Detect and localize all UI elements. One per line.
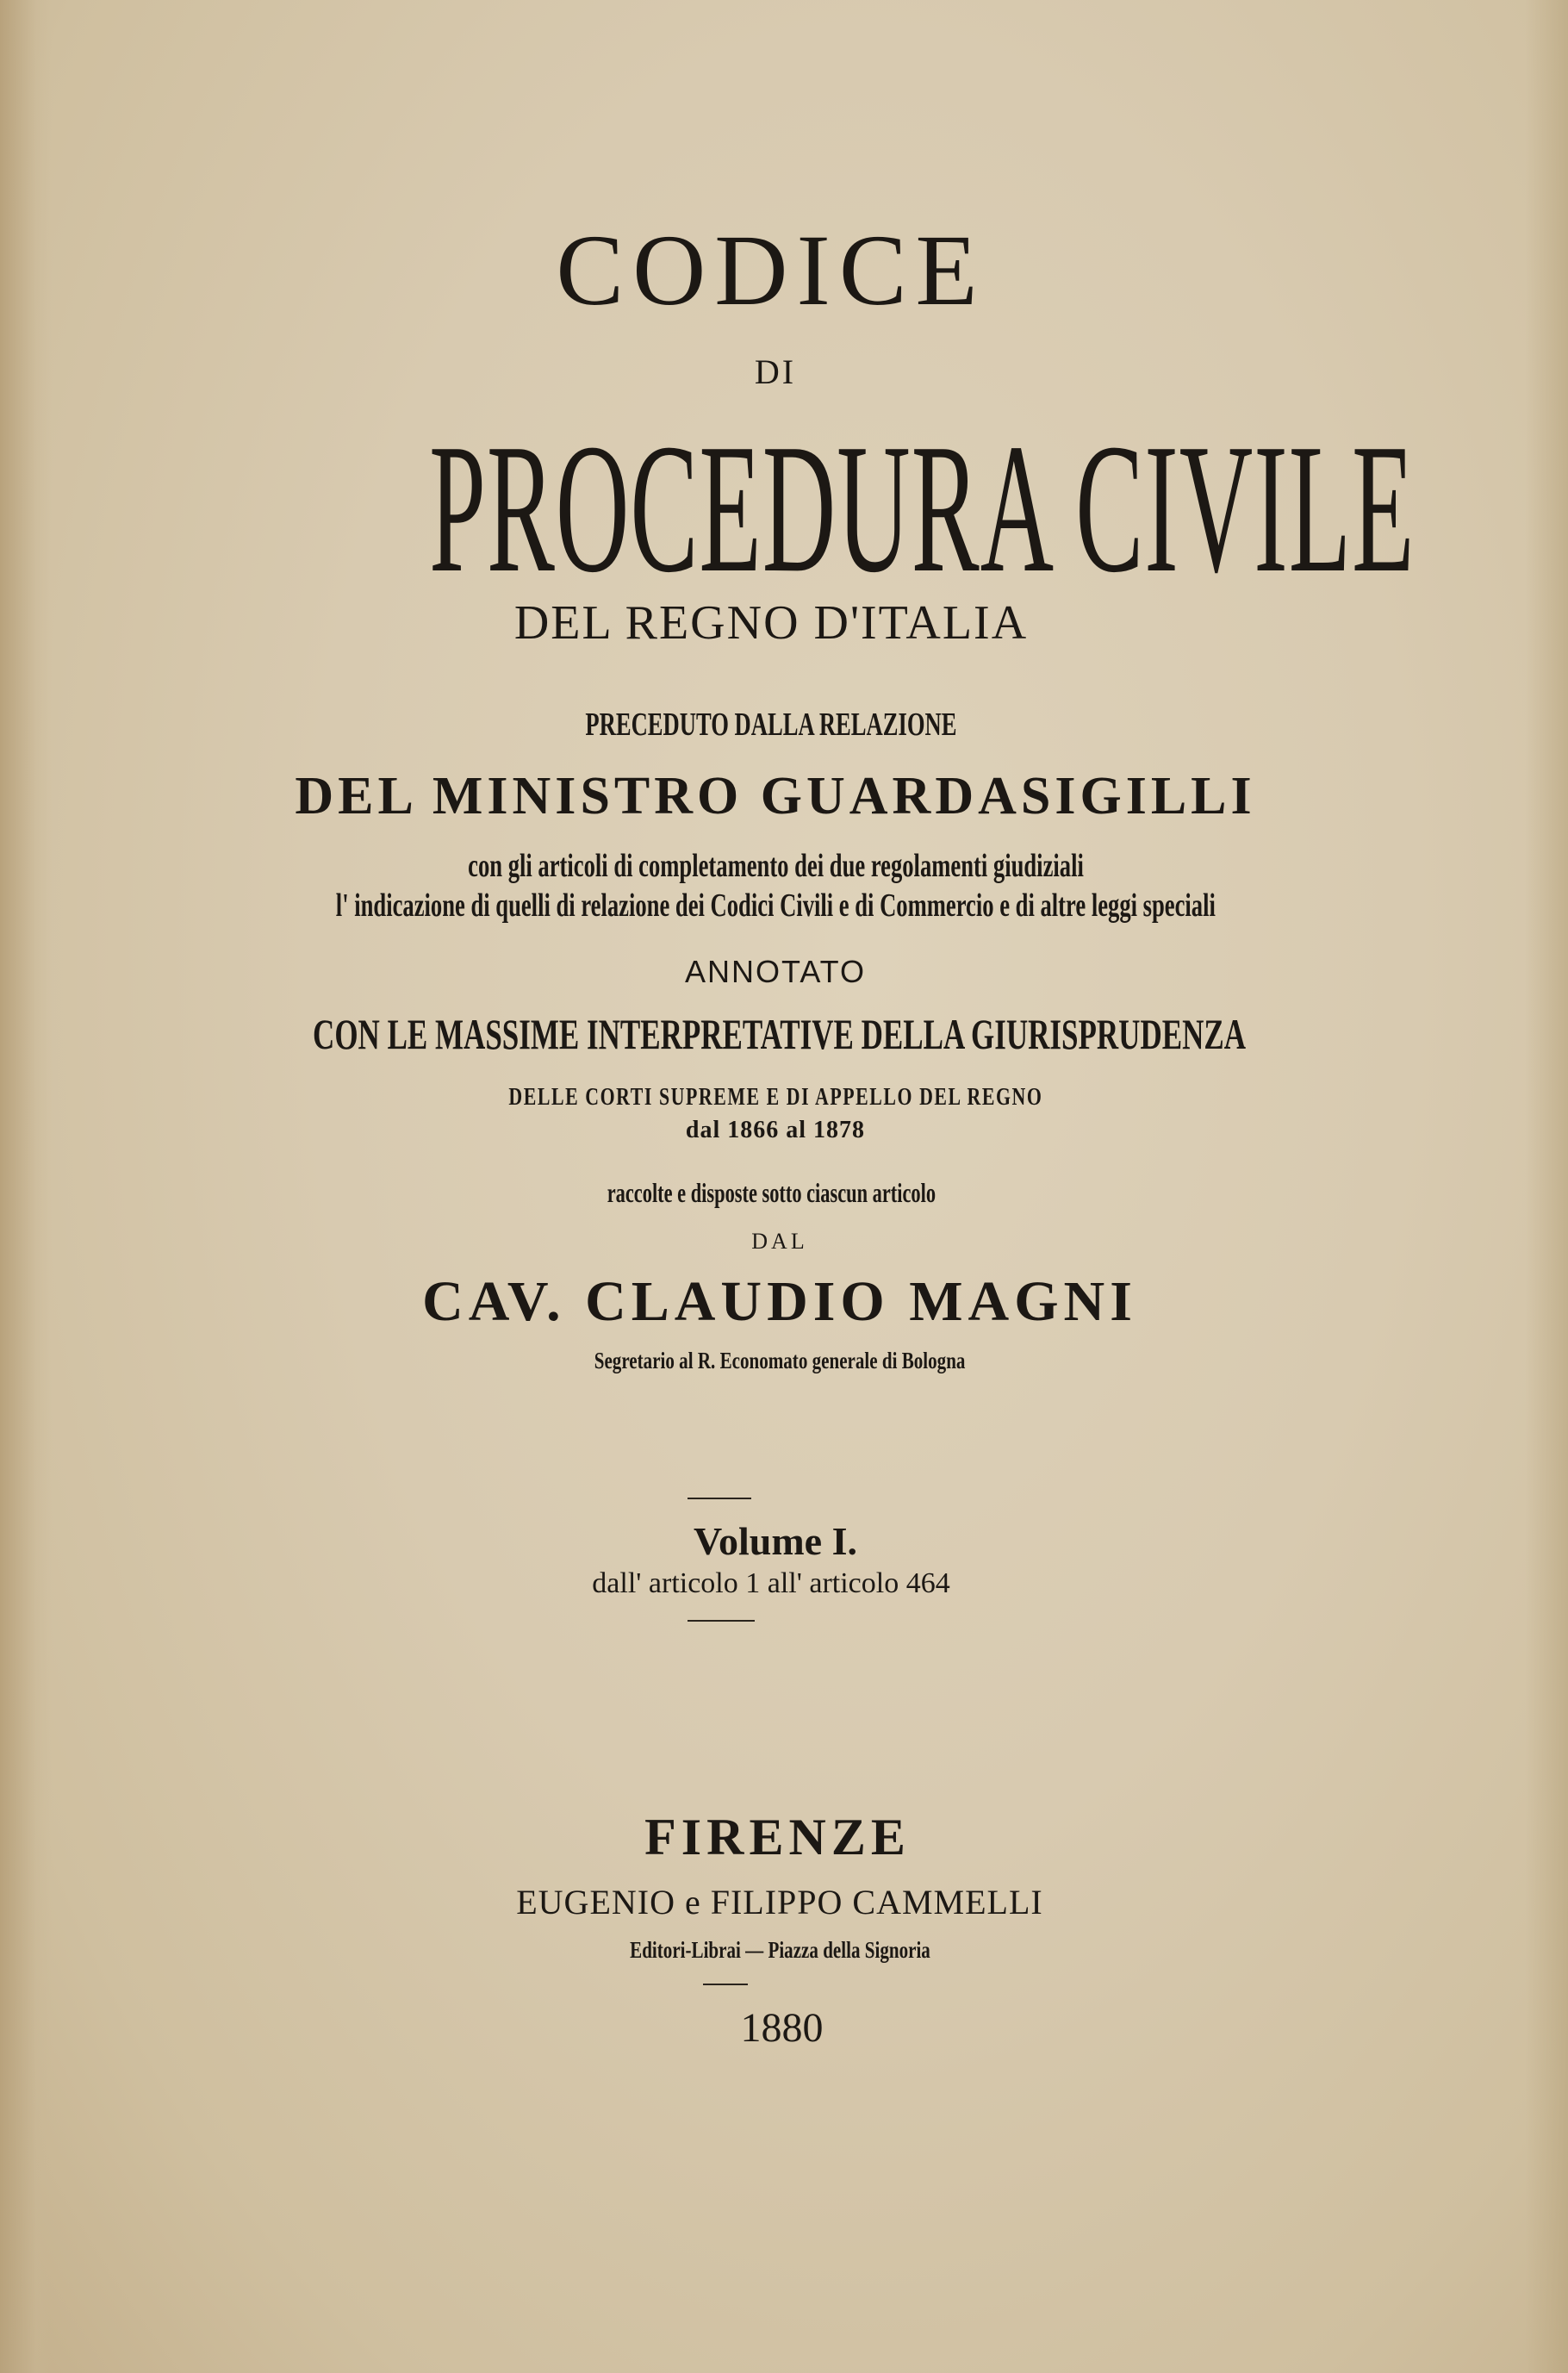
dal-text: DAL: [751, 1229, 808, 1254]
imprint-city: [0, 1811, 1568, 1863]
divider-imprint: [703, 1984, 748, 1985]
corti-text: DELLE CORTI SUPREME E DI APPELLO DEL REGNO: [508, 1084, 1042, 1111]
annotato-text: ANNOTATO: [684, 954, 866, 989]
subtitle-regno-text: DEL REGNO D'ITALIA: [513, 596, 1029, 650]
anni-line: [0, 1118, 1568, 1143]
imprint-year-text: 1880: [740, 2005, 824, 2051]
title-procedura-civile: [26, 405, 1568, 611]
articoli-line: [0, 850, 1568, 882]
imprint-detail-text: Editori-Librai — Piazza della Signoria: [629, 1937, 930, 1963]
title-codice-text: CODICE: [556, 214, 986, 327]
massime-text: CON LE MASSIME INTERPRETATIVE DELLA GIURISPRUDENZA: [313, 1010, 1247, 1058]
raccolte-text: raccolte e disposte sotto ciascun articolo: [607, 1177, 936, 1208]
title-procedura-civile-text: PROCEDURA CIVILE: [429, 405, 1416, 611]
massime-line: [0, 1012, 1568, 1056]
title-codice: [0, 214, 1568, 327]
author-name-text: CAV. CLAUDIO MAGNI: [422, 1270, 1137, 1333]
articoli-text: con gli articoli di completamento dei due regolamenti giudiziali: [467, 848, 1084, 884]
title-di-text: DI: [754, 352, 797, 391]
indicazione-text: l' indicazione di quelli di relazione dei Codici Civili e di Commercio e di altre leggi speciali: [335, 888, 1216, 924]
divider-bottom: [688, 1620, 755, 1622]
title-di: [0, 352, 1568, 391]
author-name: [0, 1270, 1568, 1333]
indicazione-line: [0, 889, 1568, 922]
dal-line: [0, 1230, 1568, 1253]
anni-text: dal 1866 al 1878: [685, 1117, 866, 1143]
volume-label: [0, 1519, 1568, 1563]
preceduto-line: [0, 708, 1568, 741]
annotato-line: [0, 956, 1568, 987]
imprint-detail: [0, 1939, 1568, 1962]
ministro-line: [0, 769, 1568, 823]
volume-range-text: dall' articolo 1 all' articolo 464: [592, 1567, 950, 1599]
volume-range: [0, 1569, 1568, 1598]
ministro-text: DEL MINISTRO GUARDASIGILLI: [295, 767, 1256, 825]
imprint-publisher-text: EUGENIO e FILIPPO CAMMELLI: [516, 1883, 1043, 1921]
subtitle-regno: [0, 596, 1568, 650]
author-title: [0, 1349, 1568, 1373]
preceduto-text: PRECEDUTO DALLA RELAZIONE: [585, 707, 957, 743]
volume-label-text: Volume I.: [694, 1519, 857, 1563]
imprint-publisher: [0, 1885, 1568, 1920]
divider-top: [688, 1498, 751, 1499]
corti-line: [0, 1086, 1568, 1110]
imprint-city-text: FIRENZE: [644, 1809, 911, 1865]
imprint-year: [0, 2005, 1568, 2051]
author-title-text: Segretario al R. Economato generale di Bologna: [594, 1348, 966, 1373]
raccolte-line: [0, 1179, 1568, 1206]
